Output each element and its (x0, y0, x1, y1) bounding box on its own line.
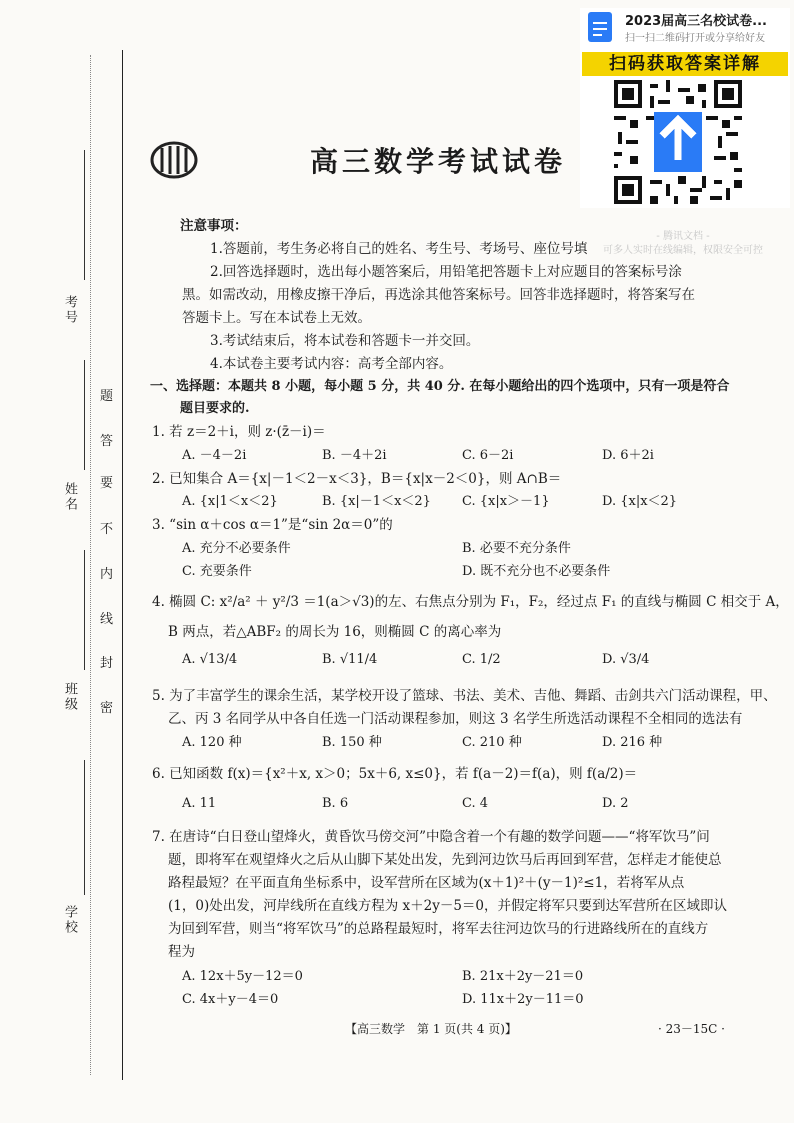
option-a[interactable]: A. 120 种 (182, 735, 242, 750)
exam-number-label: 考号 (62, 295, 77, 325)
school-label: 学校 (62, 905, 77, 935)
seal-char: 密 (100, 701, 114, 716)
page-footer: 【高三数学 第 1 页(共 4 页)】 (345, 1022, 517, 1036)
qr-slogan-banner: 扫码获取答案详解 (582, 52, 788, 76)
seal-char: 封 (100, 656, 114, 671)
seal-char: 线 (100, 612, 114, 627)
option-d[interactable]: D. 11x＋2y－11＝0 (462, 992, 584, 1007)
option-b[interactable]: B. 6 (322, 796, 349, 811)
option-c[interactable]: C. 6－2i (462, 448, 514, 463)
notice-heading: 注意事项： (180, 218, 248, 234)
class-label: 班级 (62, 682, 77, 712)
paper-code: · 23－15C · (658, 1022, 725, 1036)
seal-dotted-line (90, 55, 91, 1075)
option-d[interactable]: D. 2 (602, 796, 629, 811)
notice-line: 黑。如需改动，用橡皮擦干净后，再选涂其他答案标号。回答非选择题时，将答案写在 (182, 287, 695, 303)
question-stem: 2. 已知集合 A＝{x|－1＜2－x＜3}，B＝{x|x－2＜0}，则 A∩B＝ (152, 471, 562, 487)
exam-number-blank[interactable] (84, 150, 85, 280)
option-a[interactable]: A. －4－2i (182, 448, 247, 463)
question-stem: 5. 为了丰富学生的课余生活，某学校开设了篮球、书法、美术、吉他、舞蹈、击剑共六门活动课程，甲、 (152, 688, 777, 704)
school-blank[interactable] (84, 760, 85, 895)
question-stem: 1. 若 z＝2＋i，则 z·(z̄－i)＝ (152, 424, 326, 440)
question-stem-cont: 为回到军营，则当“将军饮马”的总路程最短时，将军去往河边饮马的行进路线所在的直线方 (168, 921, 709, 937)
option-c[interactable]: C. {x|x＞－1} (462, 494, 550, 509)
option-d[interactable]: D. {x|x＜2} (602, 494, 678, 509)
question-stem: 3. “sin α＋cos α＝1”是“sin 2α＝0”的 (152, 517, 393, 533)
notice-line: 1.答题前，考生务必将自己的姓名、考生号、考场号、座位号填 (210, 241, 588, 257)
notice-line: 3.考试结束后，将本试卷和答题卡一并交回。 (210, 333, 480, 349)
option-b[interactable]: B. 21x＋2y－21＝0 (462, 969, 584, 984)
option-a[interactable]: A. 11 (182, 796, 217, 811)
qr-code-icon[interactable] (614, 80, 742, 204)
option-d[interactable]: D. √3/4 (602, 652, 650, 667)
option-c[interactable]: C. 4 (462, 796, 489, 811)
question-stem-cont: 乙、丙 3 名同学从中各自任选一门活动课程参加，则这 3 名学生所选活动课程不全相同的选法有 (168, 711, 743, 727)
question-stem: 6. 已知函数 f(x)＝{x²＋x, x＞0；5x＋6, x≤0}，若 f(a－2)＝f(a)，则 f(a/2)＝ (152, 766, 638, 782)
seal-char: 要 (100, 476, 114, 491)
option-b[interactable]: B. 150 种 (322, 735, 382, 750)
question-stem: 7. 在唐诗“白日登山望烽火，黄昏饮马傍交河”中隐含着一个有趣的数学问题——“将军饮马”问 (152, 829, 710, 845)
page-title: 高三数学考试试卷 (310, 145, 567, 178)
seal-char: 内 (100, 567, 114, 582)
question-stem-cont: B 两点，若△ABF₂ 的周长为 16，则椭圆 C 的离心率为 (168, 624, 502, 640)
class-blank[interactable] (84, 550, 85, 670)
watermark-line-2: 可多人实时在线编辑，权限安全可控 (603, 245, 763, 256)
option-d[interactable]: D. 6＋2i (602, 448, 654, 463)
section-heading-cont: 题目要求的. (180, 401, 250, 416)
watermark-line-1: - 腾讯文档 - (656, 231, 710, 242)
option-b[interactable]: B. －4＋2i (322, 448, 387, 463)
option-a[interactable]: A. 充分不必要条件 (182, 541, 291, 556)
option-a[interactable]: A. √13/4 (182, 652, 238, 667)
option-a[interactable]: A. 12x＋5y－12＝0 (182, 969, 303, 984)
margin-border-line (122, 50, 123, 1080)
name-label: 姓名 (62, 482, 77, 512)
question-stem-cont: 路程最短？在平面直角坐标系中，设军营所在区域为(x＋1)²＋(y－1)²≤1，若将军从点 (168, 875, 685, 891)
option-d[interactable]: D. 既不充分也不必要条件 (462, 564, 611, 579)
question-stem-cont: 题，即将军在观望烽火之后从山脚下某处出发，先到河边饮马后再回到军营，怎样走才能使总 (168, 852, 722, 868)
seal-char: 答 (100, 434, 114, 449)
option-c[interactable]: C. 210 种 (462, 735, 522, 750)
qr-doc-subtitle: 扫一扫二维码打开或分享给好友 (625, 33, 765, 44)
option-c[interactable]: C. 充要条件 (182, 564, 252, 579)
question-stem-cont: 程为 (168, 944, 195, 960)
option-b[interactable]: B. √11/4 (322, 652, 378, 667)
exam-logo-icon (150, 140, 198, 180)
option-b[interactable]: B. 必要不充分条件 (462, 541, 571, 556)
seal-char: 题 (100, 389, 114, 404)
watermark-text (598, 230, 768, 258)
name-blank[interactable] (84, 360, 85, 470)
section-heading: 一、选择题：本题共 8 小题，每小题 5 分，共 40 分. 在每小题给出的四个选项中，只有一项是符合 (150, 379, 730, 394)
seal-char: 不 (100, 522, 114, 537)
option-a[interactable]: A. {x|1＜x＜2} (182, 494, 278, 509)
question-stem: 4. 椭圆 C: x²/a² ＋ y²/3 ＝1(a＞√3)的左、右焦点分别为 F₁，F₂，经过点 F₁ 的直线与椭圆 C 相交于 A， (152, 594, 789, 610)
notice-line: 2.回答选择题时，选出每小题答案后，用铅笔把答题卡上对应题目的答案标号涂 (210, 264, 682, 280)
document-icon (588, 12, 612, 42)
option-b[interactable]: B. {x|－1＜x＜2} (322, 494, 431, 509)
qr-doc-title: 2023届高三名校试卷... (625, 14, 767, 29)
option-c[interactable]: C. 4x＋y－4＝0 (182, 992, 279, 1007)
question-stem-cont: (1，0)处出发，河岸线所在直线方程为 x＋2y－5＝0，并假定将军只要到达军营所在区域即认 (168, 898, 728, 914)
notice-line: 答题卡上。写在本试卷上无效。 (182, 310, 371, 326)
option-c[interactable]: C. 1/2 (462, 652, 501, 667)
notice-line: 4.本试卷主要考试内容：高考全部内容。 (210, 356, 453, 372)
option-d[interactable]: D. 216 种 (602, 735, 663, 750)
